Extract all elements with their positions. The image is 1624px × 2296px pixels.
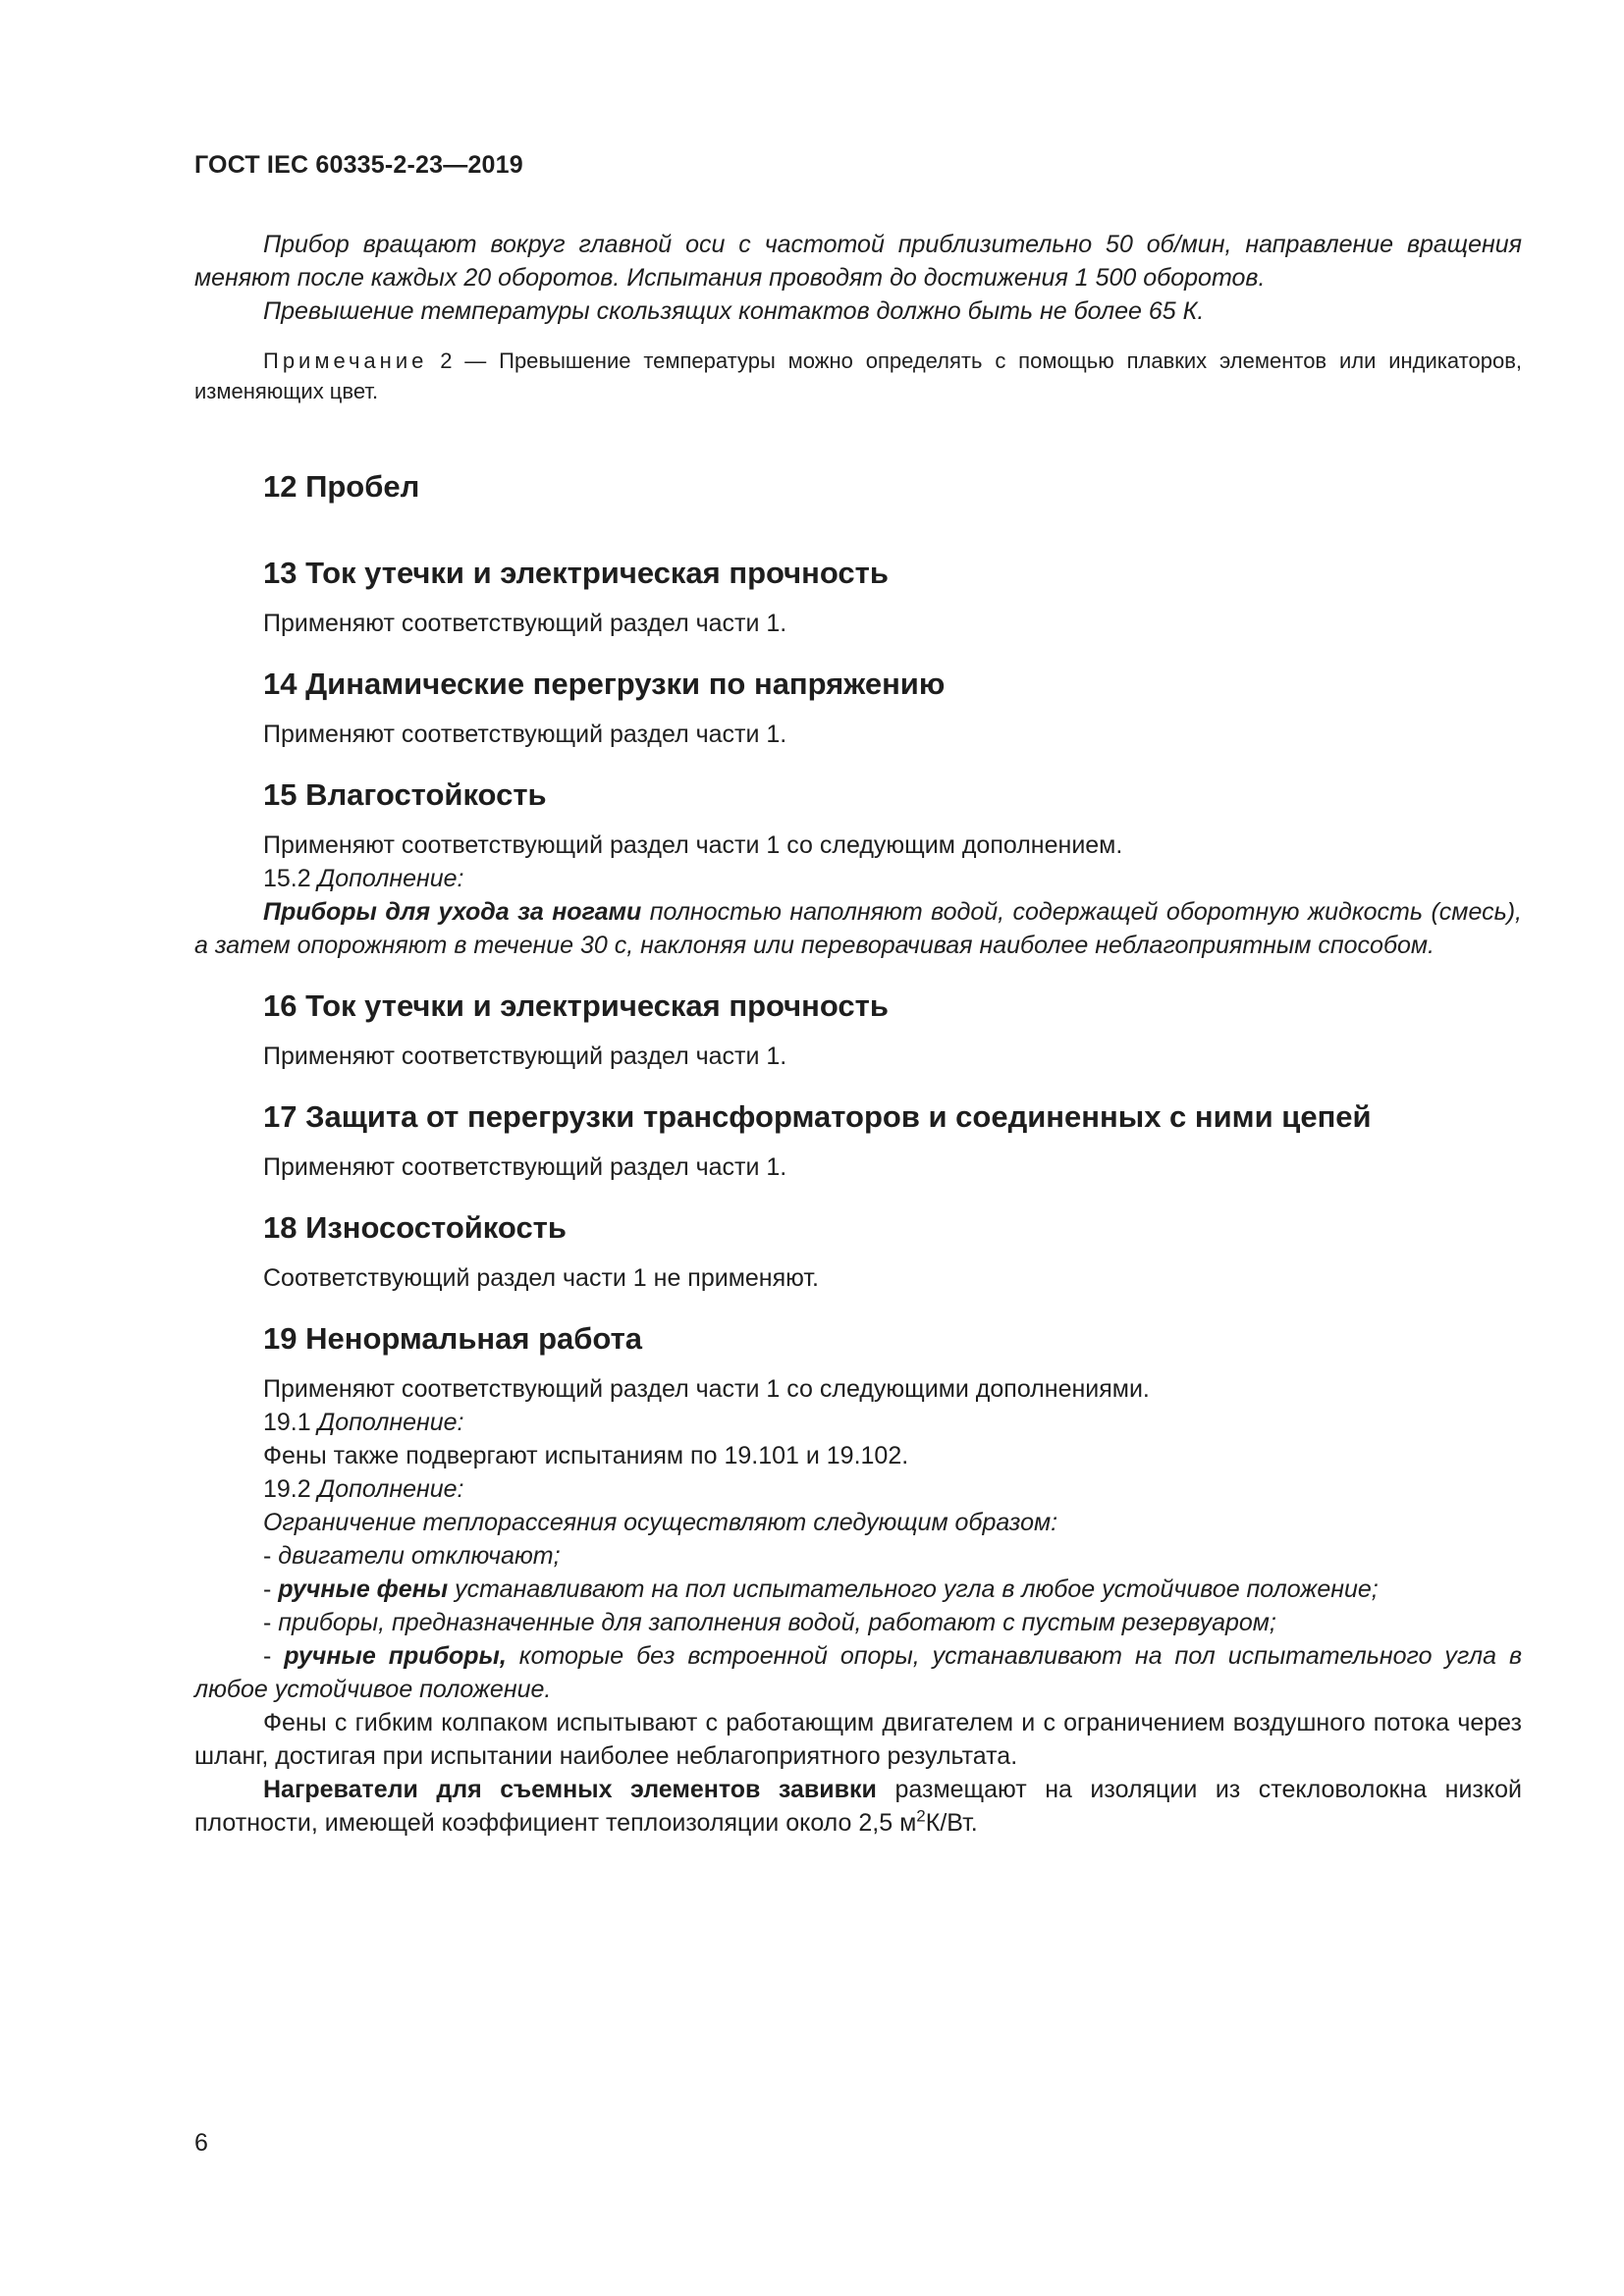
- section-heading: 14 Динамические перегрузки по напряжению: [263, 667, 946, 701]
- superscript-run: 2: [916, 1806, 926, 1826]
- section-heading: 18 Износостойкость: [263, 1210, 567, 1245]
- italic-run: Дополнение:: [317, 1475, 464, 1503]
- section-heading: 13 Ток утечки и электрическая прочность: [263, 556, 889, 590]
- italic-run: Прибор вращают вокруг главной оси с частотой приблизительно 50 об/мин, направление вращения меняют после каждых 20 оборотов. Испытания проводят до достижения 1 500 оборотов.: [194, 231, 1522, 292]
- bold-italic-run: ручные фены: [278, 1575, 449, 1603]
- section-heading: 12 Пробел: [263, 469, 420, 504]
- italic-run: полностью наполняют водой, содержащей оборотную жидкость (смесь), а затем опорожняют в течение 30 с, наклоняя или переворачивая наиболее неблагоприятным способом.: [194, 898, 1522, 959]
- text-run: -: [263, 1642, 285, 1670]
- text-run: Применяют соответствующий раздел части 1.: [263, 1153, 787, 1181]
- paragraph: [194, 1261, 1522, 1295]
- text-run: размещают на изоляции из стекловолокна низкой плотности, имеющей коэффициент теплоизоляции около 2,5 м: [194, 1776, 1522, 1837]
- note-label: Примечание: [263, 348, 428, 373]
- paragraph: [194, 1150, 1522, 1184]
- paragraph: [194, 1406, 1522, 1439]
- text-run: 2 — Превышение температуры можно определять с помощью плавких элементов или индикаторов, изменяющих цвет.: [194, 348, 1522, 403]
- bold-run: Нагреватели для съемных элементов завивки: [263, 1776, 877, 1803]
- paragraph: [194, 294, 1522, 328]
- italic-run: которые без встроенной опоры, устанавливают на пол испытательного угла в любое устойчивое положение.: [194, 1642, 1522, 1703]
- paragraph: [194, 1472, 1522, 1506]
- document-page: [194, 0, 1522, 2296]
- paragraph: [194, 1506, 1522, 1539]
- bold-italic-run: ручные приборы,: [284, 1642, 507, 1670]
- paragraph: [194, 895, 1522, 962]
- document-body: [194, 228, 1522, 1840]
- paragraph: [194, 1439, 1522, 1472]
- text-run: Применяют соответствующий раздел части 1.: [263, 610, 787, 637]
- text-run: 19.2: [263, 1475, 318, 1503]
- text-run: Фены также подвергают испытаниям по 19.101 и 19.102.: [263, 1442, 909, 1469]
- paragraph: [194, 1372, 1522, 1406]
- italic-run: Дополнение:: [317, 1409, 464, 1436]
- text-run: Применяют соответствующий раздел части 1.: [263, 1042, 787, 1070]
- paragraph: [194, 1606, 1522, 1639]
- text-run: -: [263, 1542, 279, 1570]
- text-run: К/Вт.: [925, 1809, 978, 1837]
- italic-run: устанавливают на пол испытательного угла в любое устойчивое положение;: [448, 1575, 1379, 1603]
- section-heading: 17 Защита от перегрузки трансформаторов и соединенных с ними цепей: [263, 1099, 1372, 1134]
- document-header: ГОСТ IEC 60335-2-23—2019: [194, 151, 523, 179]
- bold-italic-run: Приборы для ухода за ногами: [263, 898, 642, 926]
- text-run: Применяют соответствующий раздел части 1 со следующими дополнениями.: [263, 1375, 1150, 1403]
- section-heading: 16 Ток утечки и электрическая прочность: [263, 988, 889, 1023]
- text-run: -: [263, 1609, 279, 1636]
- paragraph: [194, 718, 1522, 751]
- paragraph: [194, 1639, 1522, 1706]
- italic-run: Превышение температуры скользящих контактов должно быть не более 65 К.: [263, 297, 1205, 325]
- text-run: Применяют соответствующий раздел части 1.: [263, 721, 787, 748]
- italic-run: приборы, предназначенные для заполнения водой, работают с пустым резервуаром;: [278, 1609, 1276, 1636]
- paragraph: [194, 1773, 1522, 1840]
- paragraph: [194, 1573, 1522, 1606]
- paragraph: [194, 1040, 1522, 1073]
- paragraph: [194, 862, 1522, 895]
- text-run: Применяют соответствующий раздел части 1 со следующим дополнением.: [263, 831, 1123, 859]
- paragraph: [194, 1706, 1522, 1773]
- paragraph: [194, 1539, 1522, 1573]
- italic-run: двигатели отключают;: [278, 1542, 561, 1570]
- page-number: 6: [194, 2129, 208, 2157]
- note-paragraph: [194, 346, 1522, 406]
- section-heading: 15 Влагостойкость: [263, 777, 547, 812]
- paragraph: [194, 607, 1522, 640]
- paragraph: [194, 228, 1522, 294]
- text-run: Фены с гибким колпаком испытывают с работающим двигателем и с ограничением воздушного потока через шланг, достигая при испытании наиболее неблагоприятного результата.: [194, 1709, 1522, 1770]
- text-run: 19.1: [263, 1409, 318, 1436]
- section-heading: 19 Ненормальная работа: [263, 1321, 643, 1356]
- text-run: Соответствующий раздел части 1 не применяют.: [263, 1264, 819, 1292]
- italic-run: Ограничение теплорассеяния осуществляют следующим образом:: [263, 1509, 1058, 1536]
- text-run: 15.2: [263, 865, 318, 892]
- paragraph: [194, 828, 1522, 862]
- italic-run: Дополнение:: [317, 865, 464, 892]
- text-run: -: [263, 1575, 279, 1603]
